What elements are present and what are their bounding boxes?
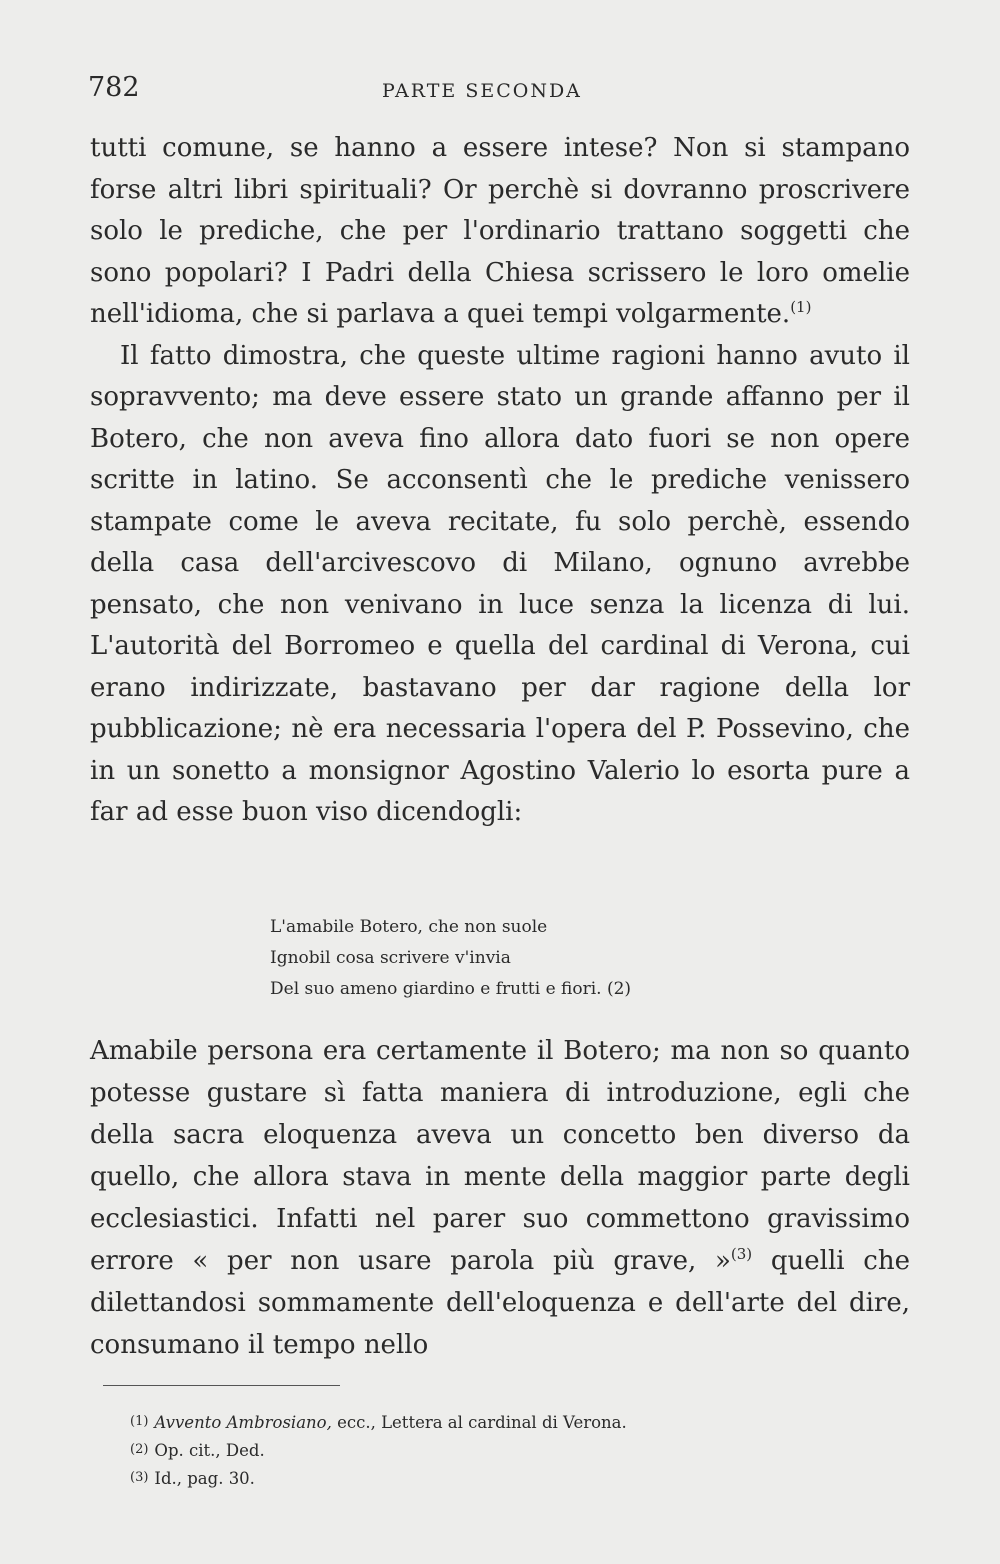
- main-text-block: [90, 128, 910, 834]
- continuation-text-block: [90, 1030, 910, 1366]
- footnote-reference[interactable]: (1): [790, 298, 812, 316]
- paragraph: [90, 128, 910, 336]
- footnote-number: (1): [130, 1414, 149, 1429]
- footnote: [130, 1408, 850, 1436]
- footnote: [130, 1464, 850, 1492]
- verse-quotation: [270, 912, 830, 1005]
- page-number: 782: [88, 72, 140, 103]
- footnote-separator: [103, 1385, 340, 1386]
- footnotes: [130, 1408, 850, 1492]
- paragraph: [90, 1030, 910, 1366]
- footnote-number: (3): [130, 1470, 149, 1485]
- running-head: PARTE SECONDA: [382, 80, 582, 102]
- footnote: [130, 1436, 850, 1464]
- page-header: [88, 72, 908, 112]
- paragraph-text: quelli che dilettandosi sommamente dell'eloquenza e dell'arte del dire, consumano il tempo nello: [90, 1246, 911, 1360]
- paragraph-text: tutti comune, se hanno a essere intese? Non si stampano forse altri libri spirituali? Or perchè si dovranno proscrivere solo le prediche, che per l'ordinario trattano soggetti che sono popolari? I Padri della Chiesa scrissero le loro omelie nell'idioma, che si parlava a quei tempi volgarmente.: [90, 133, 910, 329]
- footnote-number: (2): [130, 1442, 149, 1457]
- verse-line: L'amabile Botero, che non suole: [270, 917, 548, 937]
- footnote-text: Id., pag. 30.: [154, 1469, 255, 1488]
- footnote-italic-title: Avvento Ambrosiano,: [154, 1413, 332, 1432]
- paragraph: Il fatto dimostra, che queste ultime ragioni hanno avuto il sopravvento; ma deve essere stato un grande affanno per il Botero, che non aveva fino allora dato fuori se non opere scritte in latino. Se acconsentì che le prediche venissero stampate come le aveva recitate, fu solo perchè, essendo della casa dell'arcivescovo di Milano, ognuno avrebbe pensato, che non venivano in luce senza la licenza di lui. L'autorità del Borromeo e quella del cardinal di Verona, cui erano indirizzate, bastavano per dar ragione della lor pubblicazione; nè era necessaria l'opera del P. Possevino, che in un sonetto a monsignor Agostino Valerio lo esorta pure a far ad esse buon viso dicendogli:: [90, 340, 910, 827]
- verse-line-text: Del suo ameno giardino e frutti e fiori.: [270, 979, 602, 999]
- footnote-reference[interactable]: (2): [606, 979, 632, 999]
- footnote-text: ecc., Lettera al cardinal di Verona.: [331, 1413, 627, 1432]
- verse-line: Ignobil cosa scrivere v'invia: [270, 948, 511, 968]
- paragraph-text: Amabile persona era certamente il Botero; ma non so quanto potesse gustare sì fatta maniera di introduzione, egli che della sacra eloquenza aveva un concetto ben diverso da quello, che allora stava in mente della maggior parte degli ecclesiastici. Infatti nel parer suo commettono gravissimo errore « per non usare parola più grave, »: [90, 1036, 910, 1276]
- footnote-text: Op. cit., Ded.: [154, 1441, 265, 1460]
- footnote-reference[interactable]: (3): [730, 1245, 753, 1263]
- verse-line: [270, 974, 830, 1005]
